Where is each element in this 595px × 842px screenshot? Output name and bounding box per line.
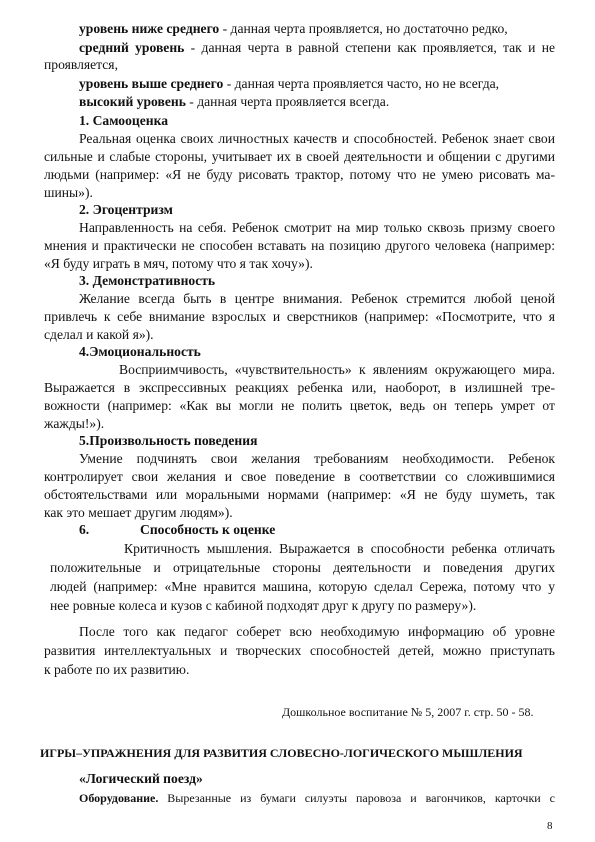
level-desc: - данная черта проявляется всегда.: [185, 94, 390, 109]
section-title: Способность к оценке: [140, 522, 276, 537]
paragraph-line: сильные и слабые стороны, учитывает их в своей деятельности и общении с другими: [44, 149, 555, 164]
equipment-label: Оборудование.: [79, 791, 159, 805]
section-heading: ИГРЫ–УПРАЖНЕНИЯ ДЛЯ РАЗВИТИЯ СЛОВЕСНО-ЛОГИЧЕСКОГО МЫШЛЕНИЯ: [40, 746, 523, 760]
level-term: уровень ниже среднего: [79, 21, 220, 36]
section-title: 1. Самооценка: [79, 113, 169, 128]
paragraph-line: мнения и практически не способен вставать на позицию другого человека (например:: [44, 238, 555, 253]
equipment-line: [79, 790, 555, 807]
section-title: 4.Эмоциональность: [79, 344, 201, 359]
paragraph-line: жажды!»).: [44, 416, 105, 431]
paragraph-line: людьми (например: «Я не буду рисовать трактор, потому что не умею рисовать ма-: [44, 167, 555, 182]
section-number: 6.: [79, 522, 90, 537]
paragraph-line: Критичность мышления. Выражается в способности ребенка отличать: [124, 541, 555, 556]
paragraph-line: Восприимчивость, «чувствительность» к явлениям окружающего мира.: [119, 362, 555, 377]
level-term: средний уровень: [79, 40, 185, 55]
level-desc: - данная черта проявляется, но достаточно редко,: [219, 21, 508, 36]
paragraph-line: к работе по их развитию.: [44, 662, 190, 677]
paragraph-line: шины»).: [44, 185, 93, 200]
paragraph-line: людей (например: «Мне нравится машина, которую сделал Сережа, потому что у: [50, 579, 555, 594]
paragraph-line: развития интеллектуальных и творческих способностей детей, можно приступать: [44, 643, 555, 658]
game-title: «Логический поезд»: [79, 771, 203, 786]
paragraph-line: Выражается в экспрессивных реакциях ребенка или, наоборот, в излишней тре-: [44, 380, 555, 395]
paragraph-line: привлечь к себе внимание взрослых и сверстников (например: «Посмотрите, что я: [44, 309, 555, 324]
level-desc: - данная черта в равной степени как проявляется, так и не: [184, 40, 556, 55]
section-title: 5.Произвольность поведения: [79, 433, 258, 448]
level-term: высокий уровень: [79, 94, 186, 109]
level-high: [79, 93, 389, 110]
level-average-cont: проявляется,: [44, 57, 118, 72]
source-citation: Дошкольное воспитание № 5, 2007 г. стр. 50 - 58.: [282, 705, 534, 719]
level-desc: - данная черта проявляется часто, но не всегда,: [223, 76, 500, 91]
paragraph-line: как это мешает другим людям»).: [44, 505, 233, 520]
section-title: 3. Демонстративность: [79, 273, 216, 288]
paragraph-line: нее ровные колеса и кузов с кабиной подходят друг к другу по размеру»).: [50, 598, 477, 613]
paragraph-line: обстоятельствами или моральными нормами (например: «Я не буду шуметь, так: [44, 487, 555, 502]
page-number: 8: [547, 820, 553, 832]
paragraph-line: контролирует свои желания и свое поведение в соответствии со сложившимися: [44, 469, 555, 484]
paragraph-line: Направленность на себя. Ребенок смотрит на мир только сквозь призму своего: [79, 220, 555, 235]
paragraph-line: вожности (например: «Как вы могли не полить цветок, ведь он теперь умрет от: [44, 398, 555, 413]
paragraph-line: Реальная оценка своих личностных качеств и способностей. Ребенок знает свои: [79, 131, 555, 146]
level-average: [79, 39, 555, 56]
level-term: уровень выше среднего: [79, 76, 224, 91]
paragraph-line: Желание всегда быть в центре внимания. Ребенок стремится любой ценой: [79, 291, 555, 306]
paragraph-line: положительные и отрицательные стороны деятельности и поведения других: [50, 560, 555, 575]
level-below-average: [79, 20, 508, 37]
paragraph-line: Умение подчинять свои желания требованиям необходимости. Ребенок: [79, 451, 555, 466]
equipment-text: Вырезанные из бумаги силуэты паровоза и вагончиков, карточки с: [167, 791, 555, 805]
paragraph-line: «Я буду играть в мяч, потому что я так хочу»).: [44, 256, 313, 271]
level-above-average: [79, 75, 499, 92]
section-title: 2. Эгоцентризм: [79, 202, 173, 217]
paragraph-line: сделал и какой я»).: [44, 327, 154, 342]
paragraph-line: После того как педагог соберет всю необходимую информацию об уровне: [79, 624, 555, 639]
